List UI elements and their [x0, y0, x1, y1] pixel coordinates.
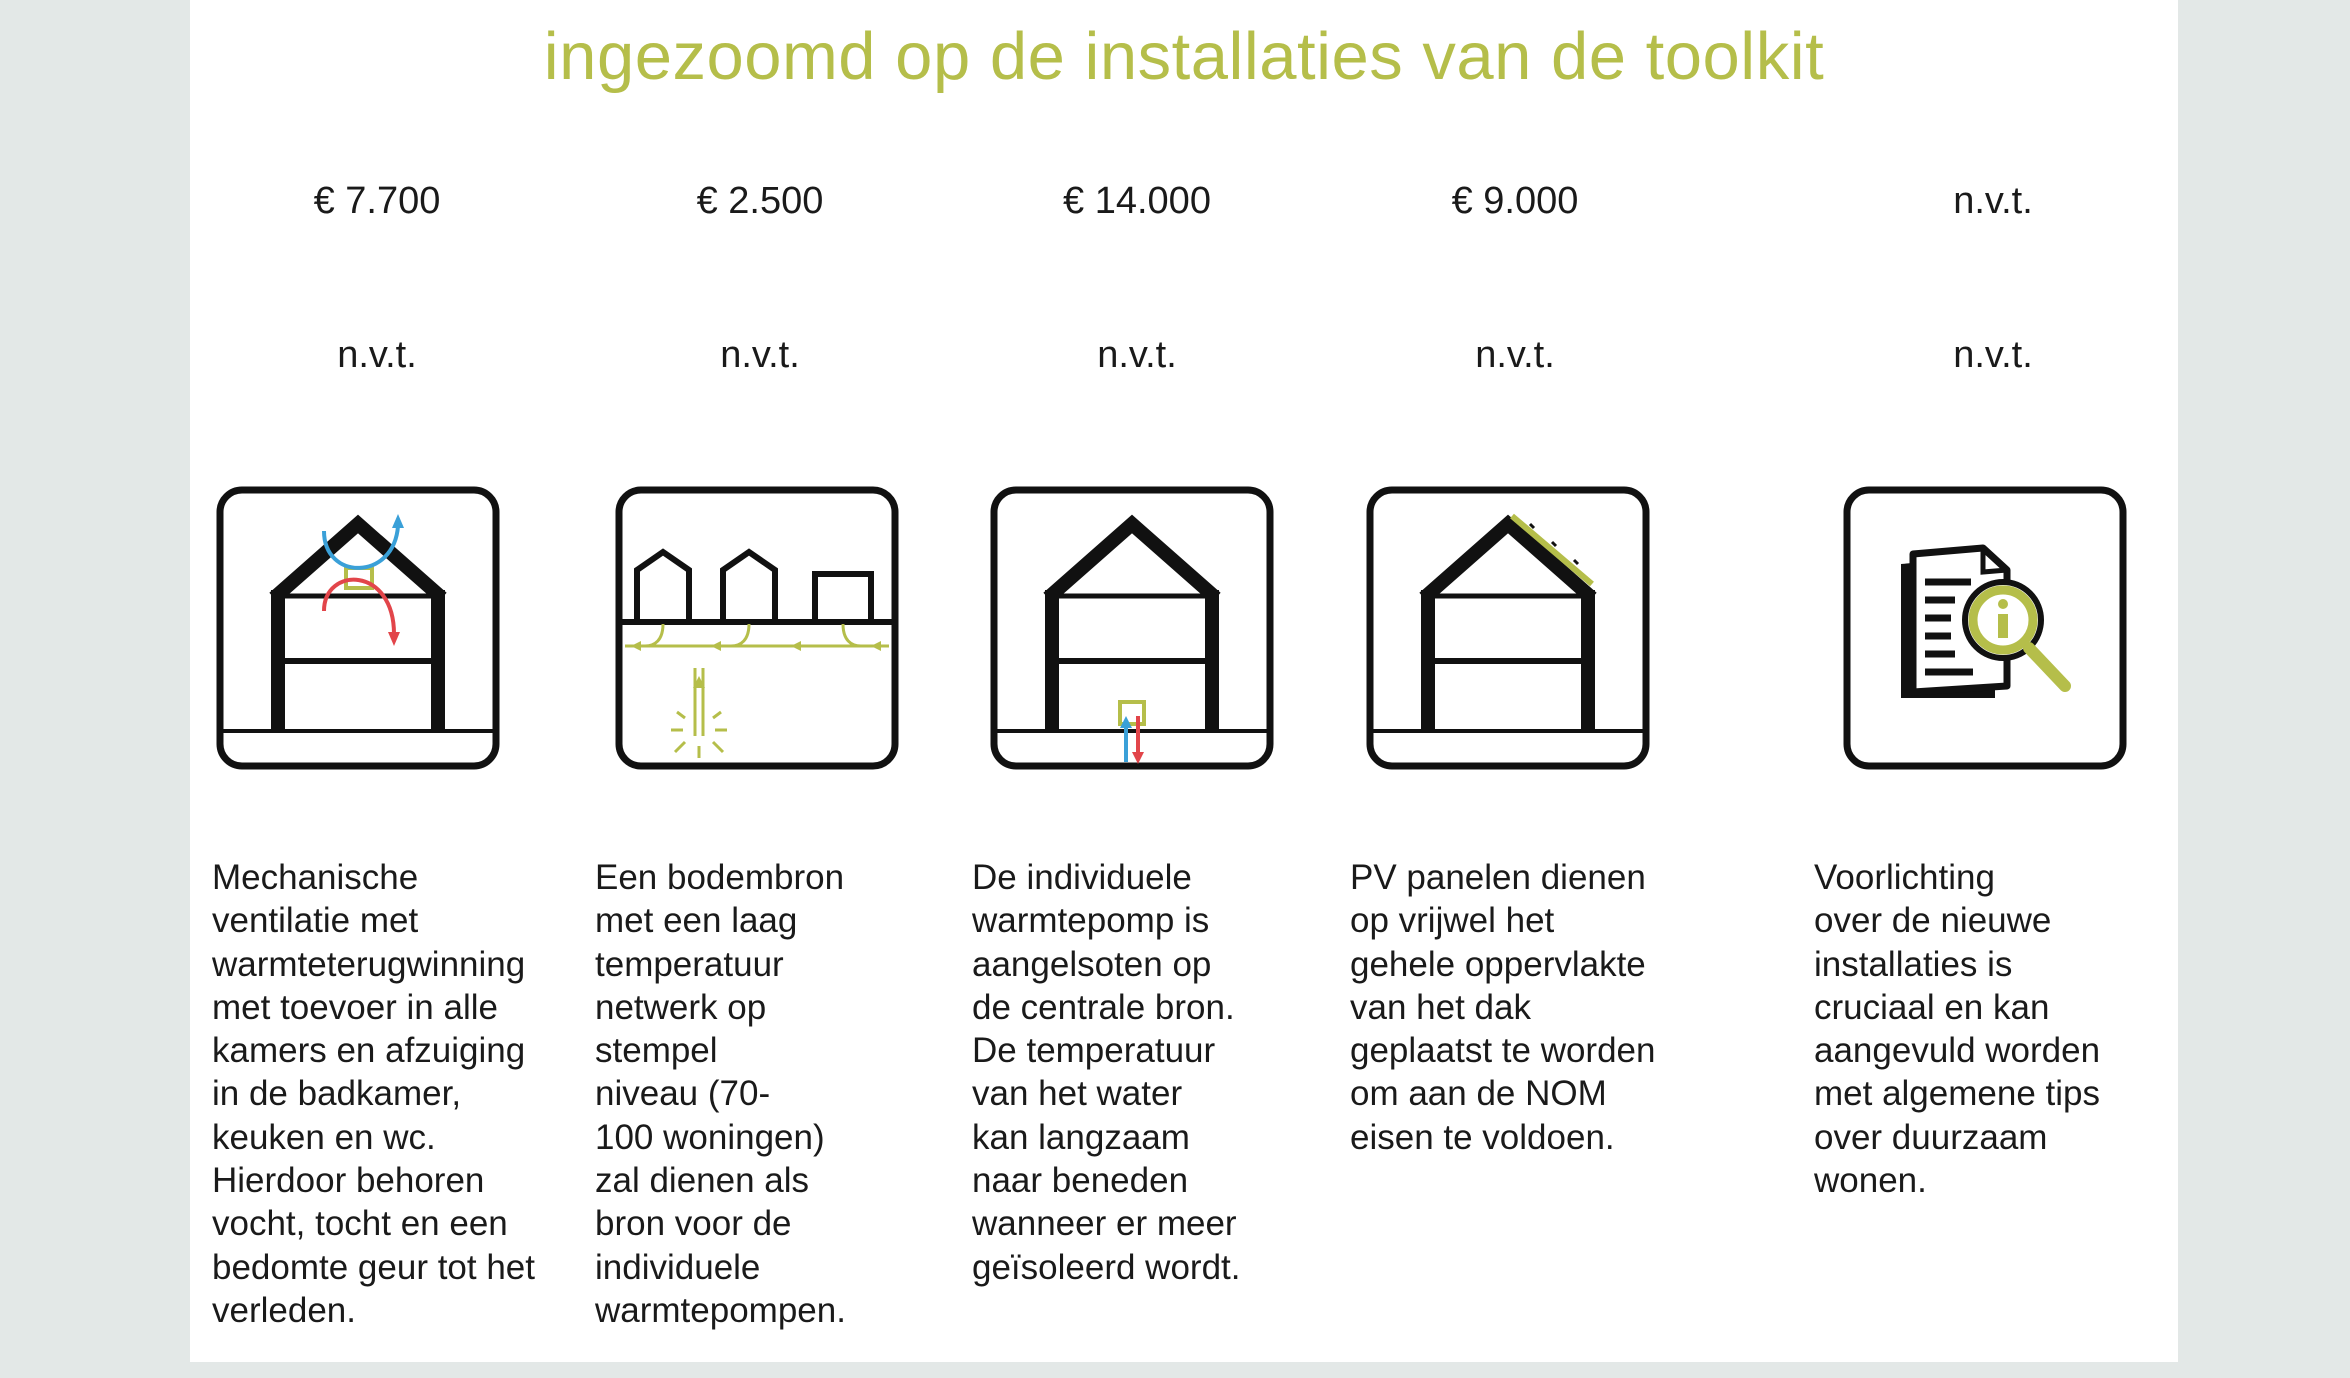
- heat-pump-house-icon: [990, 486, 1274, 770]
- price-label: n.v.t.: [1953, 180, 2033, 222]
- ground-source-network-icon: [615, 486, 899, 770]
- description-text: De individuele warmtepomp is aangelsoten op de centrale bron. De temperatuur van het water kan langzaam naar beneden wanneer er meer geïsoleerd wordt.: [972, 858, 1241, 1287]
- price-label: € 7.700: [313, 180, 441, 222]
- nvt-label: n.v.t.: [337, 334, 417, 376]
- content-panel: [190, 0, 2178, 1362]
- price-label: € 2.500: [696, 180, 824, 222]
- price-label: € 14.000: [1063, 180, 1211, 222]
- page-title: ingezoomd op de installaties van de toolkit: [543, 19, 1825, 94]
- nvt-label: n.v.t.: [1953, 334, 2033, 376]
- description-text: Voorlichting over de nieuwe installaties is cruciaal en kan aangevuld worden met algemene tips over duurzaam wonen.: [1814, 858, 2101, 1201]
- description-text: Een bodembron met een laag temperatuur netwerk op stempel niveau (70- 100 woningen) zal dienen als bron voor de individuele warmtepompen.: [595, 858, 846, 1330]
- description-text: PV panelen dienen op vrijwel het gehele oppervlakte van het dak geplaatst te worden om aan de NOM eisen te voldoen.: [1350, 858, 1656, 1157]
- solar-panel-house-icon: [1366, 486, 1650, 770]
- ventilation-house-icon: [216, 486, 500, 770]
- nvt-label: n.v.t.: [1097, 334, 1177, 376]
- price-label: € 9.000: [1451, 180, 1579, 222]
- nvt-label: n.v.t.: [1475, 334, 1555, 376]
- document-info-magnifier-icon: [1843, 486, 2127, 770]
- nvt-label: n.v.t.: [720, 334, 800, 376]
- description-text: Mechanische ventilatie met warmteterugwinning met toevoer in alle kamers en afzuiging in de badkamer, keuken en wc. Hierdoor behoren vocht, tocht en een bedomte geur tot het verleden.: [212, 858, 535, 1330]
